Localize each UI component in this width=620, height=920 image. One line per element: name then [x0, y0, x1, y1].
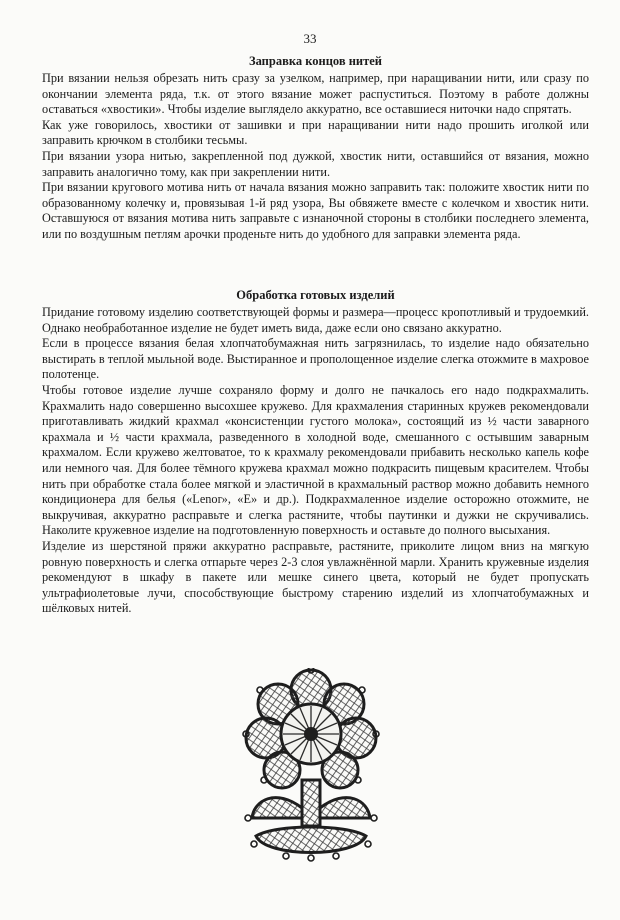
paragraph: При вязании кругового мотива нить от начала вязания можно заправить так: положите хвостик нити по образованному колечку и, провязывая 1-й ряд узора, Вы обвяжете вместе с колечком и хвостик нити. Оставшуюся от вязания мотива нить заправьте с изнаночной стороны в столбики последнего элемента, или по воздушным петлям арочки проденьте нить до удобного для заправки элемента ряда.: [42, 180, 589, 241]
paragraph: Чтобы готовое изделие лучше сохраняло форму и долго не пачкалось его надо подкрахмалить. Крахмалить надо совершенно высохшее кружево. Для крахмаления старинных кружев рекомендовали приготавливать жидкий крахмал «консистенции густого молока», состоящий из ½ части заварного крахмала и ½ части крахмала, разведенного в холодной воде, смешанного с остывшим заварным крахмалом. Если кружево желтоватое, то к крахмалу рекомендовали прибавить несколько капель кофе или немного чая. Для более тёмного кружева крахмал можно подкрасить пищевым красителем. Чтобы нить при обработке стала более мягкой и эластичной в крахмальный раствор можно добавить немного кондиционера для белья («Lenor», «Е» и др.). Подкрахмаленное изделие осторожно отожмите, не выкручивая, аккуратно расправьте и слегка растяните, чтобы паутинки и дужки не скручивались. Наколите кружевное изделие на подготовленную поверхность и оставьте до полного высыхания.: [42, 382, 589, 538]
section-finished-items-processing: [42, 288, 589, 617]
paragraph: При вязании нельзя обрезать нить сразу за узелком, например, при наращивании нити, или сразу по окончании элемента ряда, т.к. от этого вязание может распуститься. Поэтому в работе должны оставаться «хвостики». Чтобы изделие выглядело аккуратно, все оставшиеся ниточки надо спрятать.: [42, 71, 589, 117]
section-title: Заправка концов нитей: [248, 54, 383, 68]
section-title: Обработка готовых изделий: [236, 288, 395, 302]
paragraph: При вязании узора нитью, закрепленной под дужкой, хвостик нити, оставшийся от вязания, можно заправить аналогично тому, как при закреплении нити.: [42, 148, 589, 179]
paragraph: Как уже говорилось, хвостики от зашивки и при наращивании нити надо прошить иголкой или заправить крючком в столбики тесьмы.: [42, 117, 589, 148]
paragraph: Изделие из шерстяной пряжи аккуратно расправьте, растяните, приколите лицом вниз на мягкую ровную поверхность и слегка отпарьте через 2-3 слоя увлажнённой марли. Хранить кружевные изделия рекомендуют в шкафу в пакете или мешке синего цвета, который не будет пропускать ультрафиолетовые лучи, способствующие быстрому старению изделий из хлопчатобумажных и шёлковых нитей.: [42, 538, 589, 616]
paragraph: Придание готовому изделию соответствующей формы и размера—процесс кропотливый и трудоемкий. Однако необработанное изделие не будет иметь вида, даже если оно связано аккуратно.: [42, 305, 589, 335]
section-finishing-thread-ends: [42, 54, 589, 243]
paragraph: Если в процессе вязания белая хлопчатобумажная нить загрязнилась, то изделие надо обязательно выстирать в теплой мыльной воде. Выстиранное и прополощенное изделие слегка отожмите в махровое полотенце.: [42, 336, 589, 382]
lace-flower-motif-icon: [236, 668, 386, 868]
page-number: 33: [303, 31, 317, 46]
